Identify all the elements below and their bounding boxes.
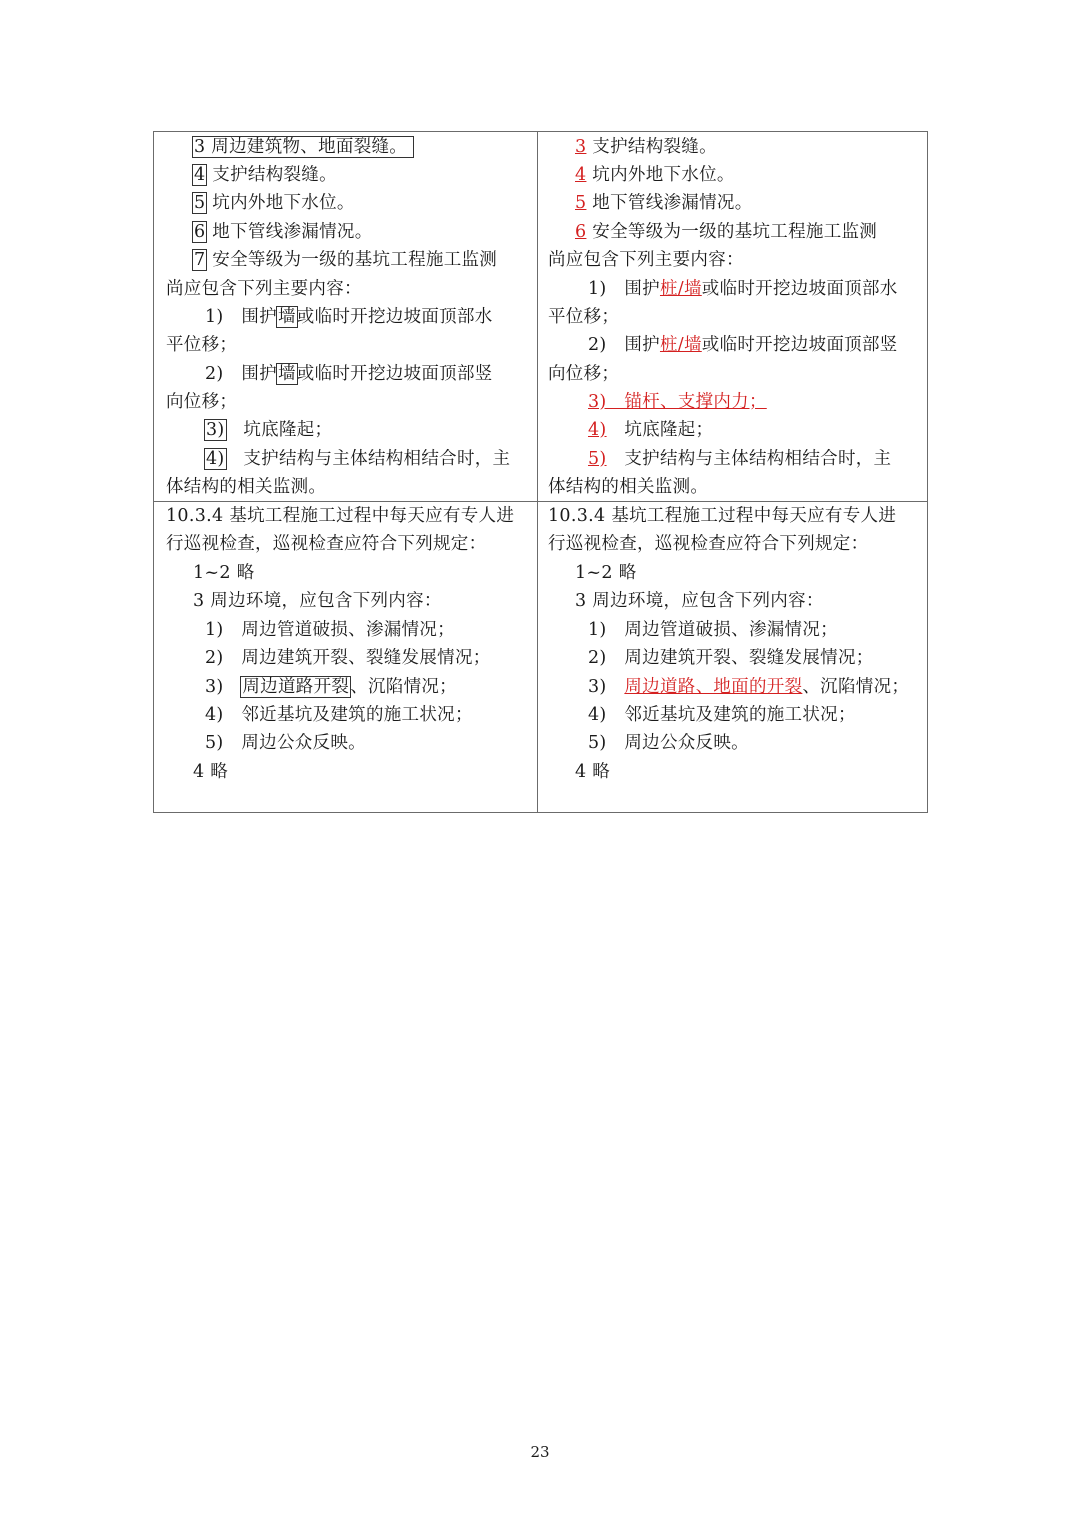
- left-env-4: 4) 邻近基坑及建筑的施工状况；: [205, 705, 473, 725]
- right-item-3: 3 支护结构裂缝。: [575, 137, 717, 157]
- right-env-4: 4) 邻近基坑及建筑的施工状况；: [588, 705, 856, 725]
- left-item-5: 5 坑内外地下水位。: [194, 193, 355, 213]
- right-bottom-cell: [538, 502, 928, 813]
- left-sub-4-cont: 体结构的相关监测。: [166, 477, 327, 497]
- left-item-7-cont: 尚应包含下列主要内容：: [166, 279, 362, 299]
- left-clause-omitted-4: 4 略: [193, 762, 229, 782]
- right-sub-2-cont: 向位移；: [548, 364, 620, 384]
- right-sub-1-cont: 平位移；: [548, 307, 620, 327]
- left-env-1: 1) 周边管道破损、渗漏情况；: [205, 620, 455, 640]
- right-sub-3-anchor: 3) 锚杆、支撑内力；: [588, 392, 767, 412]
- left-item-4: 4 支护结构裂缝。: [194, 165, 337, 185]
- right-clause-omitted-1: 1~2 略: [575, 563, 637, 583]
- right-item-5: 5 地下管线渗漏情况。: [575, 193, 753, 213]
- right-env-3: 3) 周边道路、地面的开裂、沉陷情况；: [588, 677, 910, 697]
- left-clause-item-3: 3 周边环境，应包含下列内容：: [193, 591, 442, 611]
- left-item-7: 7 安全等级为一级的基坑工程施工监测: [194, 250, 498, 270]
- left-env-5: 5) 周边公众反映。: [205, 733, 366, 753]
- left-item-3: 3 周边建筑物、地面裂缝。: [193, 133, 413, 161]
- left-env-3: 3) 周边道路开裂、沉陷情况；: [205, 677, 457, 697]
- left-clause-omitted-1: 1~2 略: [193, 563, 255, 583]
- left-clause-title-cont: 行巡视检查，巡视检查应符合下列规定：: [166, 534, 487, 554]
- right-sub-2: 2) 围护桩/墙或临时开挖边坡面顶部竖: [588, 335, 898, 355]
- right-item-4: 4 坑内外地下水位。: [575, 165, 735, 185]
- right-clause-title-cont: 行巡视检查，巡视检查应符合下列规定：: [548, 534, 869, 554]
- right-sub-4: 4) 坑底隆起；: [588, 420, 714, 440]
- left-sub-4: 4) 支护结构与主体结构相结合时，主: [206, 449, 511, 469]
- left-env-2: 2) 周边建筑开裂、裂缝发展情况；: [205, 648, 491, 668]
- right-env-5: 5) 周边公众反映。: [588, 733, 749, 753]
- right-env-1: 1) 周边管道破损、渗漏情况；: [588, 620, 838, 640]
- page-number: 23: [530, 1443, 550, 1461]
- left-sub-2-cont: 向位移；: [166, 392, 238, 412]
- right-sub-5-cont: 体结构的相关监测。: [548, 477, 709, 497]
- left-sub-2: 2) 围护墙或临时开挖边坡面顶部竖: [205, 364, 493, 384]
- right-item-6-cont: 尚应包含下列主要内容：: [548, 250, 744, 270]
- left-sub-3: 3) 坑底隆起；: [206, 420, 333, 440]
- left-bottom-cell: [154, 502, 537, 813]
- right-env-2: 2) 周边建筑开裂、裂缝发展情况；: [588, 648, 874, 668]
- right-clause-omitted-4: 4 略: [575, 762, 611, 782]
- comparison-table: [153, 131, 928, 813]
- left-sub-1-cont: 平位移；: [166, 335, 238, 355]
- right-item-6: 6 安全等级为一级的基坑工程施工监测: [575, 222, 878, 242]
- left-clause-title: 10.3.4 基坑工程施工过程中每天应有专人进: [166, 506, 515, 526]
- right-top-cell: [538, 132, 928, 501]
- left-item-6: 6 地下管线渗漏情况。: [194, 222, 373, 242]
- left-top-cell: [154, 132, 537, 501]
- left-sub-1: 1) 围护墙或临时开挖边坡面顶部水: [205, 307, 493, 327]
- right-sub-5: 5) 支护结构与主体结构相结合时，主: [588, 449, 892, 469]
- right-sub-1: 1) 围护桩/墙或临时开挖边坡面顶部水: [588, 279, 898, 299]
- right-clause-item-3: 3 周边环境，应包含下列内容：: [575, 591, 824, 611]
- right-clause-title: 10.3.4 基坑工程施工过程中每天应有专人进: [548, 506, 897, 526]
